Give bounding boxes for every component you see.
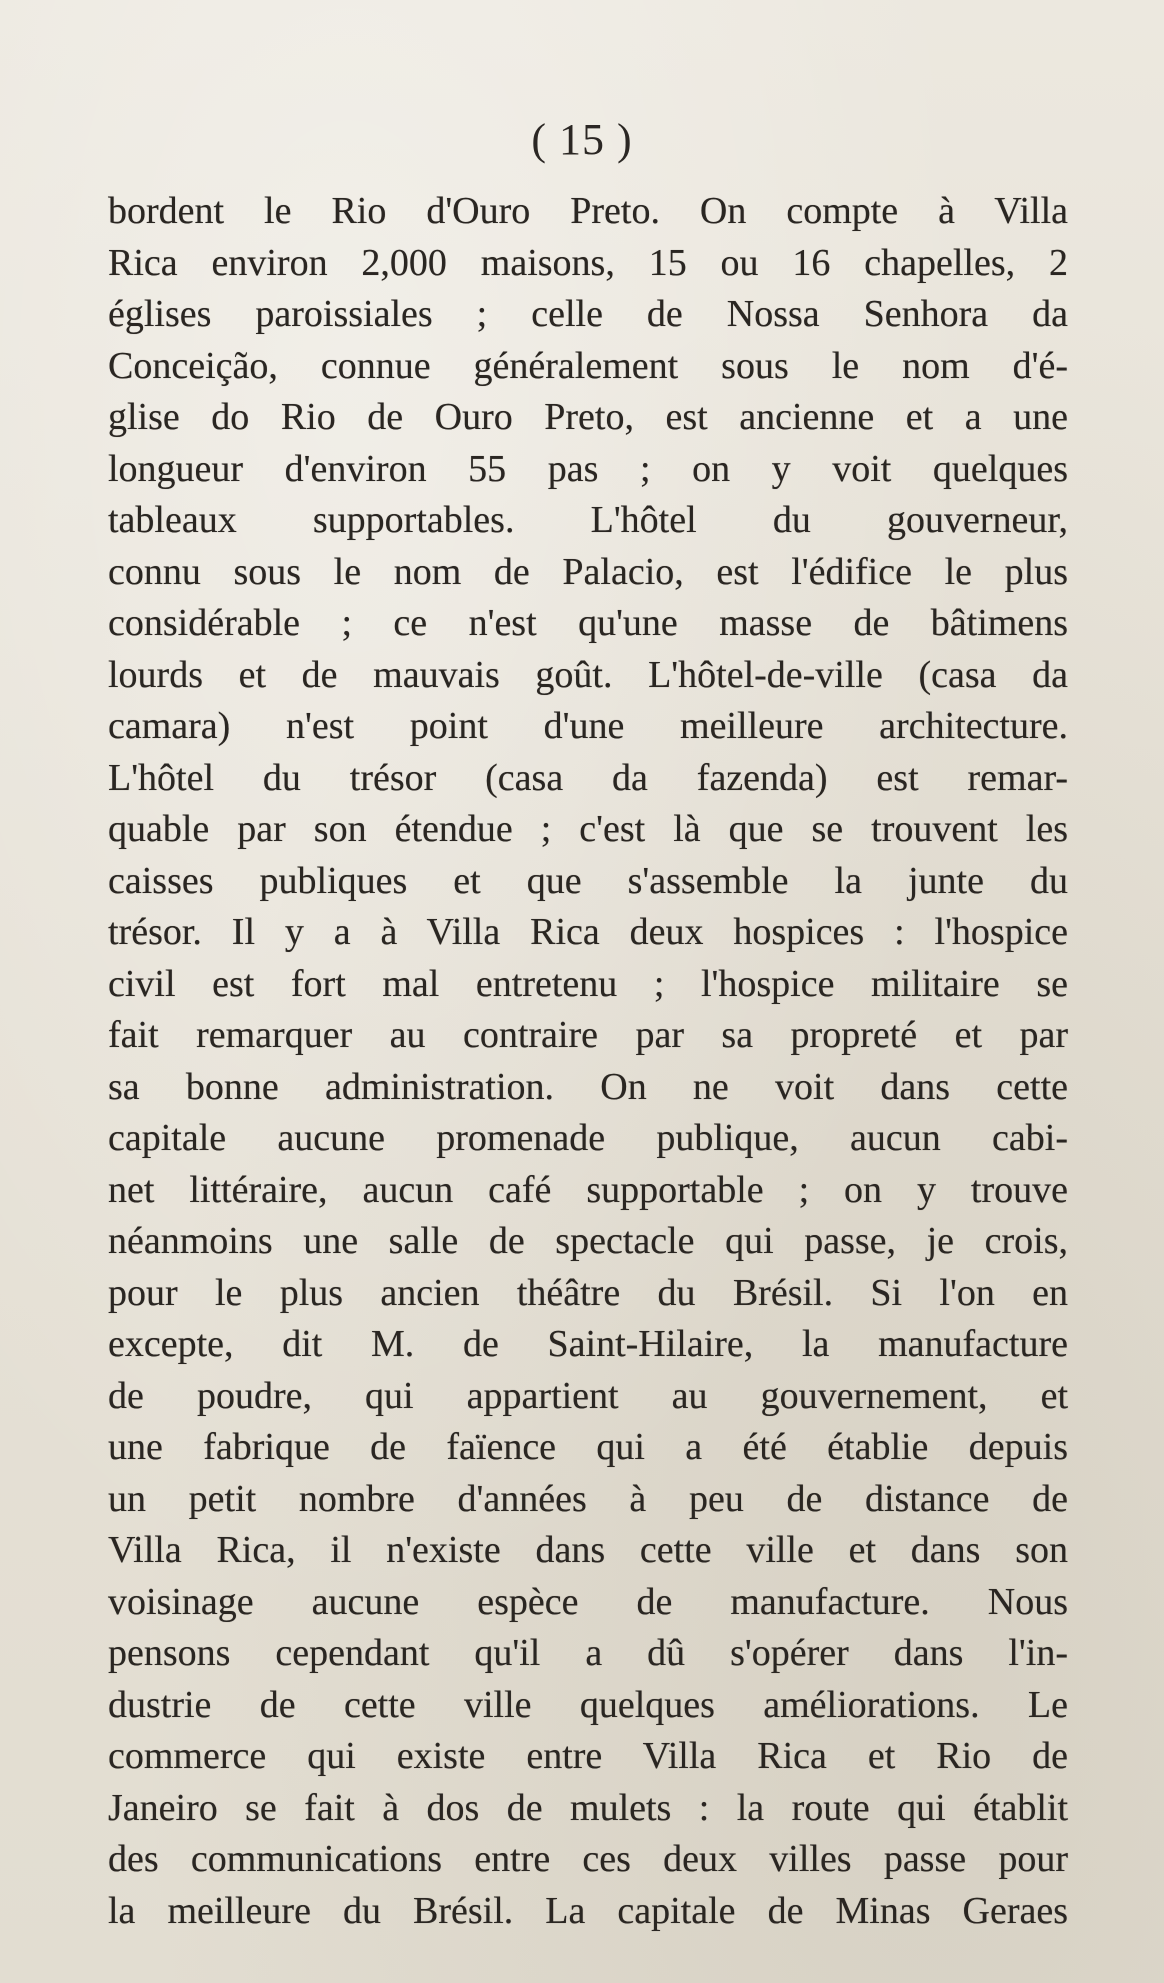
text-line: Janeiro se fait à dos de mulets : la route qui établit <box>108 1786 1068 1829</box>
text-line: églises paroissiales ; celle de Nossa Senhora da <box>108 293 1068 335</box>
text-line: une fabrique de faïence qui a été établie depuis <box>108 1426 1068 1468</box>
text-line: voisinage aucune espèce de manufacture. Nous <box>108 1580 1068 1623</box>
text-line: net littéraire, aucun café supportable ; on y trouve <box>108 1168 1068 1211</box>
text-line: L'hôtel du trésor (casa da fazenda) est remar- <box>108 756 1068 799</box>
body-text <box>108 186 1068 1937</box>
text-line: capitale aucune promenade publique, aucun cabi- <box>108 1117 1068 1159</box>
text-line: fait remarquer au contraire par sa propreté et par <box>108 1014 1068 1056</box>
text-line: néanmoins une salle de spectacle qui passe, je crois, <box>108 1220 1068 1262</box>
text-line: un petit nombre d'années à peu de distance de <box>108 1477 1068 1520</box>
text-line: connu sous le nom de Palacio, est l'édifice le plus <box>108 550 1068 593</box>
text-line: longueur d'environ 55 pas ; on y voit quelques <box>108 447 1068 490</box>
text-line: Villa Rica, il n'existe dans cette ville et dans son <box>108 1529 1068 1571</box>
text-line: sa bonne administration. On ne voit dans cette <box>108 1065 1068 1108</box>
text-line: Conceição, connue généralement sous le nom d'é- <box>108 344 1068 387</box>
text-line: trésor. Il y a à Villa Rica deux hospices : l'hospice <box>108 911 1068 953</box>
text-line: caisses publiques et que s'assemble la junte du <box>108 859 1068 902</box>
text-line: quable par son étendue ; c'est là que se trouvent les <box>108 808 1068 850</box>
text-line: considérable ; ce n'est qu'une masse de bâtimens <box>108 602 1068 644</box>
text-line: lourds et de mauvais goût. L'hôtel-de-ville (casa da <box>108 653 1068 696</box>
text-line: dustrie de cette ville quelques améliorations. Le <box>108 1683 1068 1726</box>
text-line: commerce qui existe entre Villa Rica et Rio de <box>108 1735 1068 1777</box>
text-line: de poudre, qui appartient au gouvernement, et <box>108 1374 1068 1417</box>
text-line: pensons cependant qu'il a dû s'opérer dans l'in- <box>108 1632 1068 1674</box>
text-line: civil est fort mal entretenu ; l'hospice militaire se <box>108 962 1068 1005</box>
text-line: Rica environ 2,000 maisons, 15 ou 16 chapelles, 2 <box>108 241 1068 284</box>
text-line: bordent le Rio d'Ouro Preto. On compte à Villa <box>108 190 1068 232</box>
text-line: tableaux supportables. L'hôtel du gouverneur, <box>108 499 1068 541</box>
text-line: la meilleure du Brésil. La capitale de Minas Geraes <box>108 1889 1068 1932</box>
text-line: camara) n'est point d'une meilleure architecture. <box>108 705 1068 747</box>
page-number: ( 15 ) <box>531 115 633 164</box>
text-line: pour le plus ancien théâtre du Brésil. Si l'on en <box>108 1271 1068 1314</box>
text-line: des communications entre ces deux villes passe pour <box>108 1838 1068 1880</box>
text-line: glise do Rio de Ouro Preto, est ancienne et a une <box>108 396 1068 438</box>
text-line: excepte, dit M. de Saint-Hilaire, la manufacture <box>108 1323 1068 1365</box>
